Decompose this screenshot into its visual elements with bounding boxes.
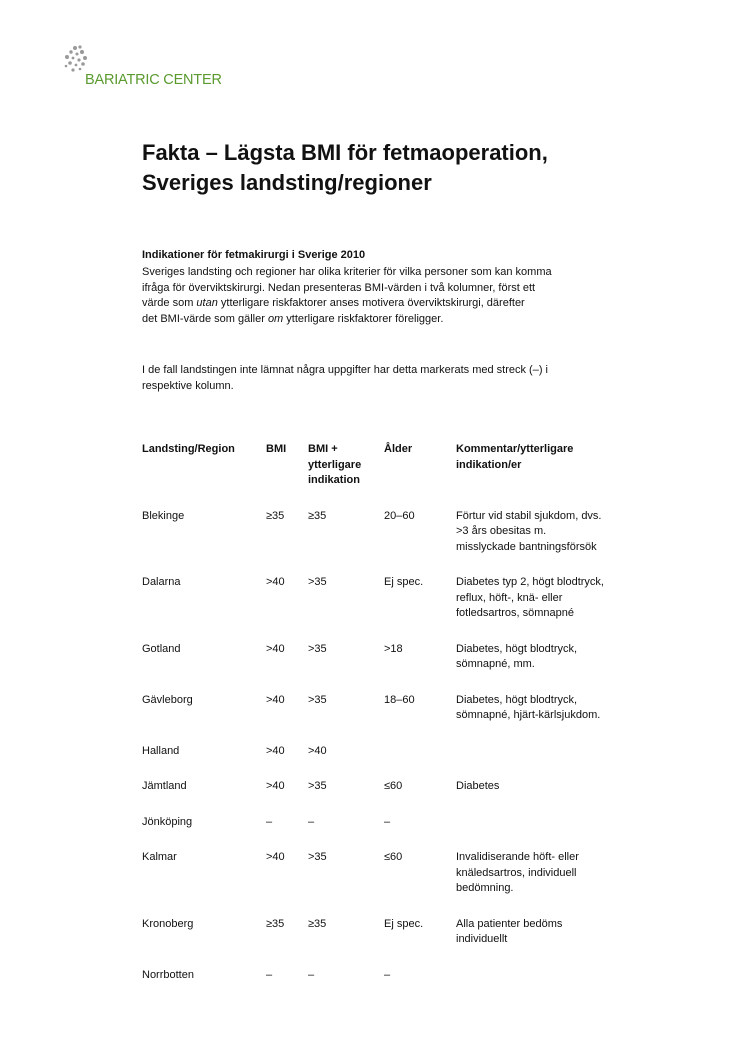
header-region: Landsting/Region <box>142 443 235 455</box>
intro-line-1: Sveriges landsting och regioner har olika kriterier för vilka personer som kan komma <box>142 266 552 278</box>
cell-age: ≤60 <box>384 780 403 792</box>
cell-comment <box>456 917 642 968</box>
page-title <box>142 138 662 198</box>
cell-comment <box>456 642 642 693</box>
note-paragraph <box>142 363 642 394</box>
cell-comment-line: bedömning. <box>456 882 514 894</box>
cell-comment <box>456 744 642 780</box>
cell-age: >18 <box>384 642 403 655</box>
cell-bmi-plus: >35 <box>308 851 327 863</box>
cell-bmi: ≥35 <box>266 917 285 930</box>
header-bmi-plus-line: BMI + <box>308 443 338 455</box>
cell-bmi-plus: >40 <box>308 744 327 757</box>
intro-line-3-end: ytterligare riskfaktorer anses motivera överviktskirurgi, därefter <box>217 297 525 309</box>
cell-comment <box>456 850 642 917</box>
intro-line-3-start: värde som <box>142 297 197 309</box>
cell-bmi: >40 <box>266 693 285 706</box>
cell-bmi: – <box>266 968 273 981</box>
cell-comment-line: reflux, höft-, knä- eller <box>456 591 563 604</box>
cell-age: – <box>384 815 391 828</box>
cell-comment-line: sömnapné, mm. <box>456 658 535 670</box>
intro-emphasis-om: om <box>267 312 284 325</box>
table-body <box>142 509 642 1004</box>
cell-comment-line: Diabetes <box>456 780 500 792</box>
cell-bmi: >40 <box>266 642 285 655</box>
cell-region: Gävleborg <box>142 693 193 706</box>
table-header-row <box>142 442 642 509</box>
table-row <box>142 815 642 851</box>
cell-age: – <box>384 968 391 981</box>
header-comment-line: indikation/er <box>456 458 522 471</box>
header-bmi-plus <box>308 442 384 509</box>
table-row <box>142 744 642 780</box>
header-bmi: BMI <box>266 443 287 455</box>
cell-age: 20–60 <box>384 509 415 522</box>
cell-region: Kronoberg <box>142 917 194 930</box>
table-row <box>142 779 642 815</box>
cell-region: Gotland <box>142 642 181 655</box>
cell-comment-line: knäledsartros, individuell <box>456 866 577 879</box>
cell-comment-line: Diabetes, högt blodtryck, <box>456 642 578 655</box>
cell-region: Dalarna <box>142 576 181 588</box>
header-comment-line: Kommentar/ytterligare <box>456 443 574 455</box>
intro-line-4-end: ytterligare riskfaktorer föreligger. <box>283 312 444 325</box>
cell-age: 18–60 <box>384 693 415 706</box>
cell-bmi-plus: ≥35 <box>308 509 327 522</box>
note-line-1: I de fall landstingen inte lämnat några uppgifter har detta markerats med streck (–) i <box>142 364 548 376</box>
cell-region: Jämtland <box>142 780 187 792</box>
table-row <box>142 917 642 968</box>
intro-emphasis-utan: utan <box>196 297 218 309</box>
cell-comment-line: Förtur vid stabil sjukdom, dvs. <box>456 509 602 522</box>
cell-region: Halland <box>142 744 180 757</box>
logo-text: BARIATRIC CENTER <box>85 72 222 88</box>
table-row <box>142 575 642 642</box>
table-row <box>142 968 642 1004</box>
cell-comment-line: Diabetes, högt blodtryck, <box>456 693 578 706</box>
table-row <box>142 642 642 693</box>
cell-bmi-plus: >35 <box>308 576 327 588</box>
cell-comment <box>456 779 642 815</box>
cell-bmi: ≥35 <box>266 509 285 522</box>
section-heading: Indikationer för fetmakirurgi i Sverige 2010 <box>142 249 366 261</box>
cell-comment <box>456 693 642 744</box>
header-comment <box>456 442 642 509</box>
header-age: Ålder <box>384 443 413 455</box>
cell-comment-line: Alla patienter bedöms <box>456 917 563 930</box>
header-bmi-plus-line: indikation <box>308 474 360 486</box>
cell-comment-line: >3 års obesitas m. <box>456 525 547 537</box>
cell-bmi-plus: – <box>308 968 315 981</box>
cell-region: Norrbotten <box>142 968 194 981</box>
cell-comment <box>456 968 642 1004</box>
cell-age <box>384 744 456 780</box>
note-line-2: respektive kolumn. <box>142 379 234 392</box>
header-bmi-plus-line: ytterligare <box>308 458 362 471</box>
cell-bmi: >40 <box>266 576 285 588</box>
cell-comment <box>456 575 642 642</box>
cell-bmi-plus: ≥35 <box>308 917 327 930</box>
cell-bmi-plus: >35 <box>308 780 327 792</box>
intro-paragraph <box>142 265 642 327</box>
cell-bmi: >40 <box>266 744 285 757</box>
cell-region: Blekinge <box>142 509 185 522</box>
intro-line-4 <box>142 312 642 328</box>
intro-line-4-start: det BMI-värde som gäller <box>142 312 268 325</box>
page-title-line-1: Fakta – Lägsta BMI för fetmaoperation, <box>142 140 548 165</box>
cell-comment <box>456 815 642 851</box>
cell-region: Jönköping <box>142 815 193 828</box>
cell-bmi-plus: – <box>308 815 315 828</box>
cell-region: Kalmar <box>142 851 177 863</box>
cell-age: ≤60 <box>384 851 403 863</box>
cell-bmi: – <box>266 815 273 828</box>
cell-age: Ej spec. <box>384 917 424 930</box>
page-title-line-2: Sveriges landsting/regioner <box>142 170 432 195</box>
region-bmi-table <box>142 442 642 1003</box>
cell-comment-line: sömnapné, hjärt-kärlsjukdom. <box>456 709 601 721</box>
cell-age: Ej spec. <box>384 576 424 588</box>
cell-comment-line: individuellt <box>456 933 508 945</box>
table-row <box>142 850 642 917</box>
intro-line-2: ifråga för överviktskirurgi. Nedan presenteras BMI-värden i två kolumner, först ett <box>142 281 536 294</box>
bariatric-center-logo <box>62 44 262 94</box>
intro-line-3 <box>142 296 642 312</box>
table-row <box>142 693 642 744</box>
cell-bmi-plus: >35 <box>308 693 327 706</box>
cell-comment-line: misslyckade bantningsförsök <box>456 540 597 553</box>
cell-comment <box>456 509 642 576</box>
cell-bmi: >40 <box>266 851 285 863</box>
table-row <box>142 509 642 576</box>
cell-comment-line: Invalidiserande höft- eller <box>456 851 579 863</box>
cell-bmi: >40 <box>266 780 285 792</box>
cell-comment-line: fotledsartros, sömnapné <box>456 607 575 619</box>
cell-comment-line: Diabetes typ 2, högt blodtryck, <box>456 576 604 588</box>
cell-bmi-plus: >35 <box>308 642 327 655</box>
